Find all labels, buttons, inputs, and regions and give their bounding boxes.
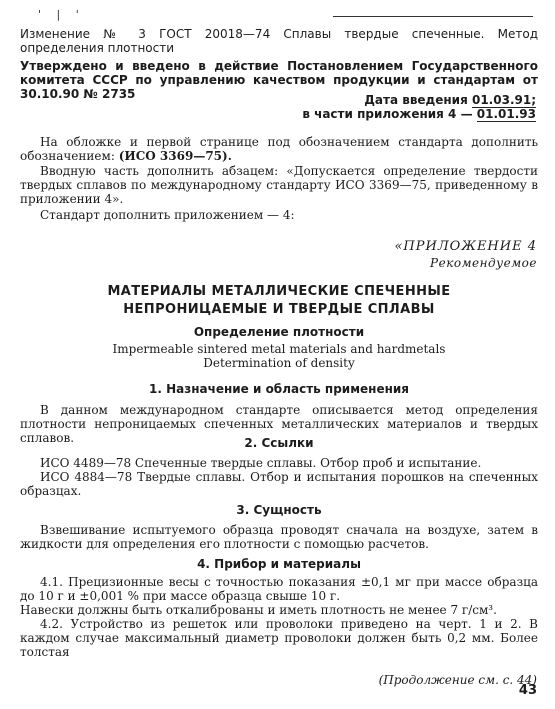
reference-2-text: ИСО 4884—78 Твердые сплавы. Отбор и испытания порошков на спеченных образцах.: [20, 470, 538, 498]
iso-designation: (ИСО 3369—75).: [118, 149, 232, 163]
clause-4-1: [20, 575, 538, 603]
section-2-text: [20, 456, 538, 498]
clause-4-2: [20, 617, 538, 659]
reference-1: [20, 456, 538, 470]
intro-date-value: 01.03.91;: [471, 93, 536, 107]
clause-4-1b: [20, 603, 538, 617]
doc-title-line-2: НЕПРОНИЦАЕМЫЕ И ТВЕРДЫЕ СПЛАВЫ: [123, 302, 435, 317]
clause-4-2-text: 4.2. Устройство из решеток или проволоки приведено на черт. 1 и 2. В каждом случае максимальный диаметр проволоки должен быть 0,2 мм. Более толстая: [20, 617, 538, 659]
page-number: 43: [518, 683, 537, 698]
top-rule: [333, 16, 533, 17]
english-title-line-2: Determination of density: [203, 356, 355, 370]
doc-title-line-1: МАТЕРИАЛЫ МЕТАЛЛИЧЕСКИЕ СПЕЧЕННЫЕ: [107, 284, 451, 299]
reference-1-text: ИСО 4489—78 Спеченные твердые сплавы. Отбор проб и испытание.: [40, 456, 482, 470]
reference-2: [20, 470, 538, 498]
clause-4-1b-text: Навески должны быть откалиброваны и иметь плотность не менее 7 г/см³.: [20, 603, 497, 617]
change-paragraph-1: [20, 135, 538, 163]
change-p1-text: На обложке и первой странице под обозначением стандарта дополнить обозначением:: [20, 135, 538, 163]
change-p3-text: Стандарт дополнить приложением — 4:: [40, 208, 295, 222]
approval-text: Утверждено и введено в действие Постановлением Государственного комитета СССР по управлению качеством продукции и стандартам от 30.10.90 № 2735: [20, 59, 538, 101]
change-paragraph-2: [20, 164, 538, 206]
appendix-date-value: 01.01.93: [476, 107, 536, 121]
change-paragraph-3: [20, 208, 538, 222]
continued-note: (Продолжение см. с. 44): [378, 673, 537, 687]
clause-4-1-text: 4.1. Прецизионные весы с точностью показания ±0,1 мг при массе образца до 10 г и ±0,001 % при массе образца свыше 10 г.: [20, 575, 538, 603]
section-2-heading: 2. Ссылки: [244, 436, 314, 450]
appendix-date-label: в части приложения 4 —: [302, 107, 473, 121]
change-line: Изменение № 3 ГОСТ 20018—74 Сплавы твердые спеченные. Метод определения плотности: [20, 27, 538, 55]
section-3-body: Взвешивание испытуемого образца проводят сначала на воздухе, затем в жидкости для определения его плотности с помощью расчетов.: [20, 523, 538, 551]
appendix-status: Рекомендуемое: [430, 256, 537, 270]
corner-marks: ' | ': [38, 8, 85, 21]
section-4-heading: 4. Прибор и материалы: [197, 557, 361, 571]
english-title-line-1: Impermeable sintered metal materials and hardmetals: [112, 342, 446, 356]
section-4-text: [20, 575, 538, 659]
change-p2-text: Вводную часть дополнить абзацем: «Допускается определение твердости твердых сплавов по международному стандарту ИСО 3369—75, приведенному в приложении 4».: [20, 164, 538, 206]
section-1-body: В данном международном стандарте описывается метод определения плотности непроницаемых спеченных металлических материалов и твердых сплавов.: [20, 403, 538, 445]
doc-subtitle: Определение плотности: [193, 325, 365, 339]
section-3-heading: 3. Сущность: [236, 503, 322, 517]
appendix-date: [20, 106, 536, 122]
intro-date-label: Дата введения: [364, 93, 468, 107]
section-1-heading: 1. Назначение и область применения: [149, 382, 409, 396]
section-3-text: [20, 523, 538, 551]
appendix-label: «ПРИЛОЖЕНИЕ 4: [394, 239, 537, 254]
